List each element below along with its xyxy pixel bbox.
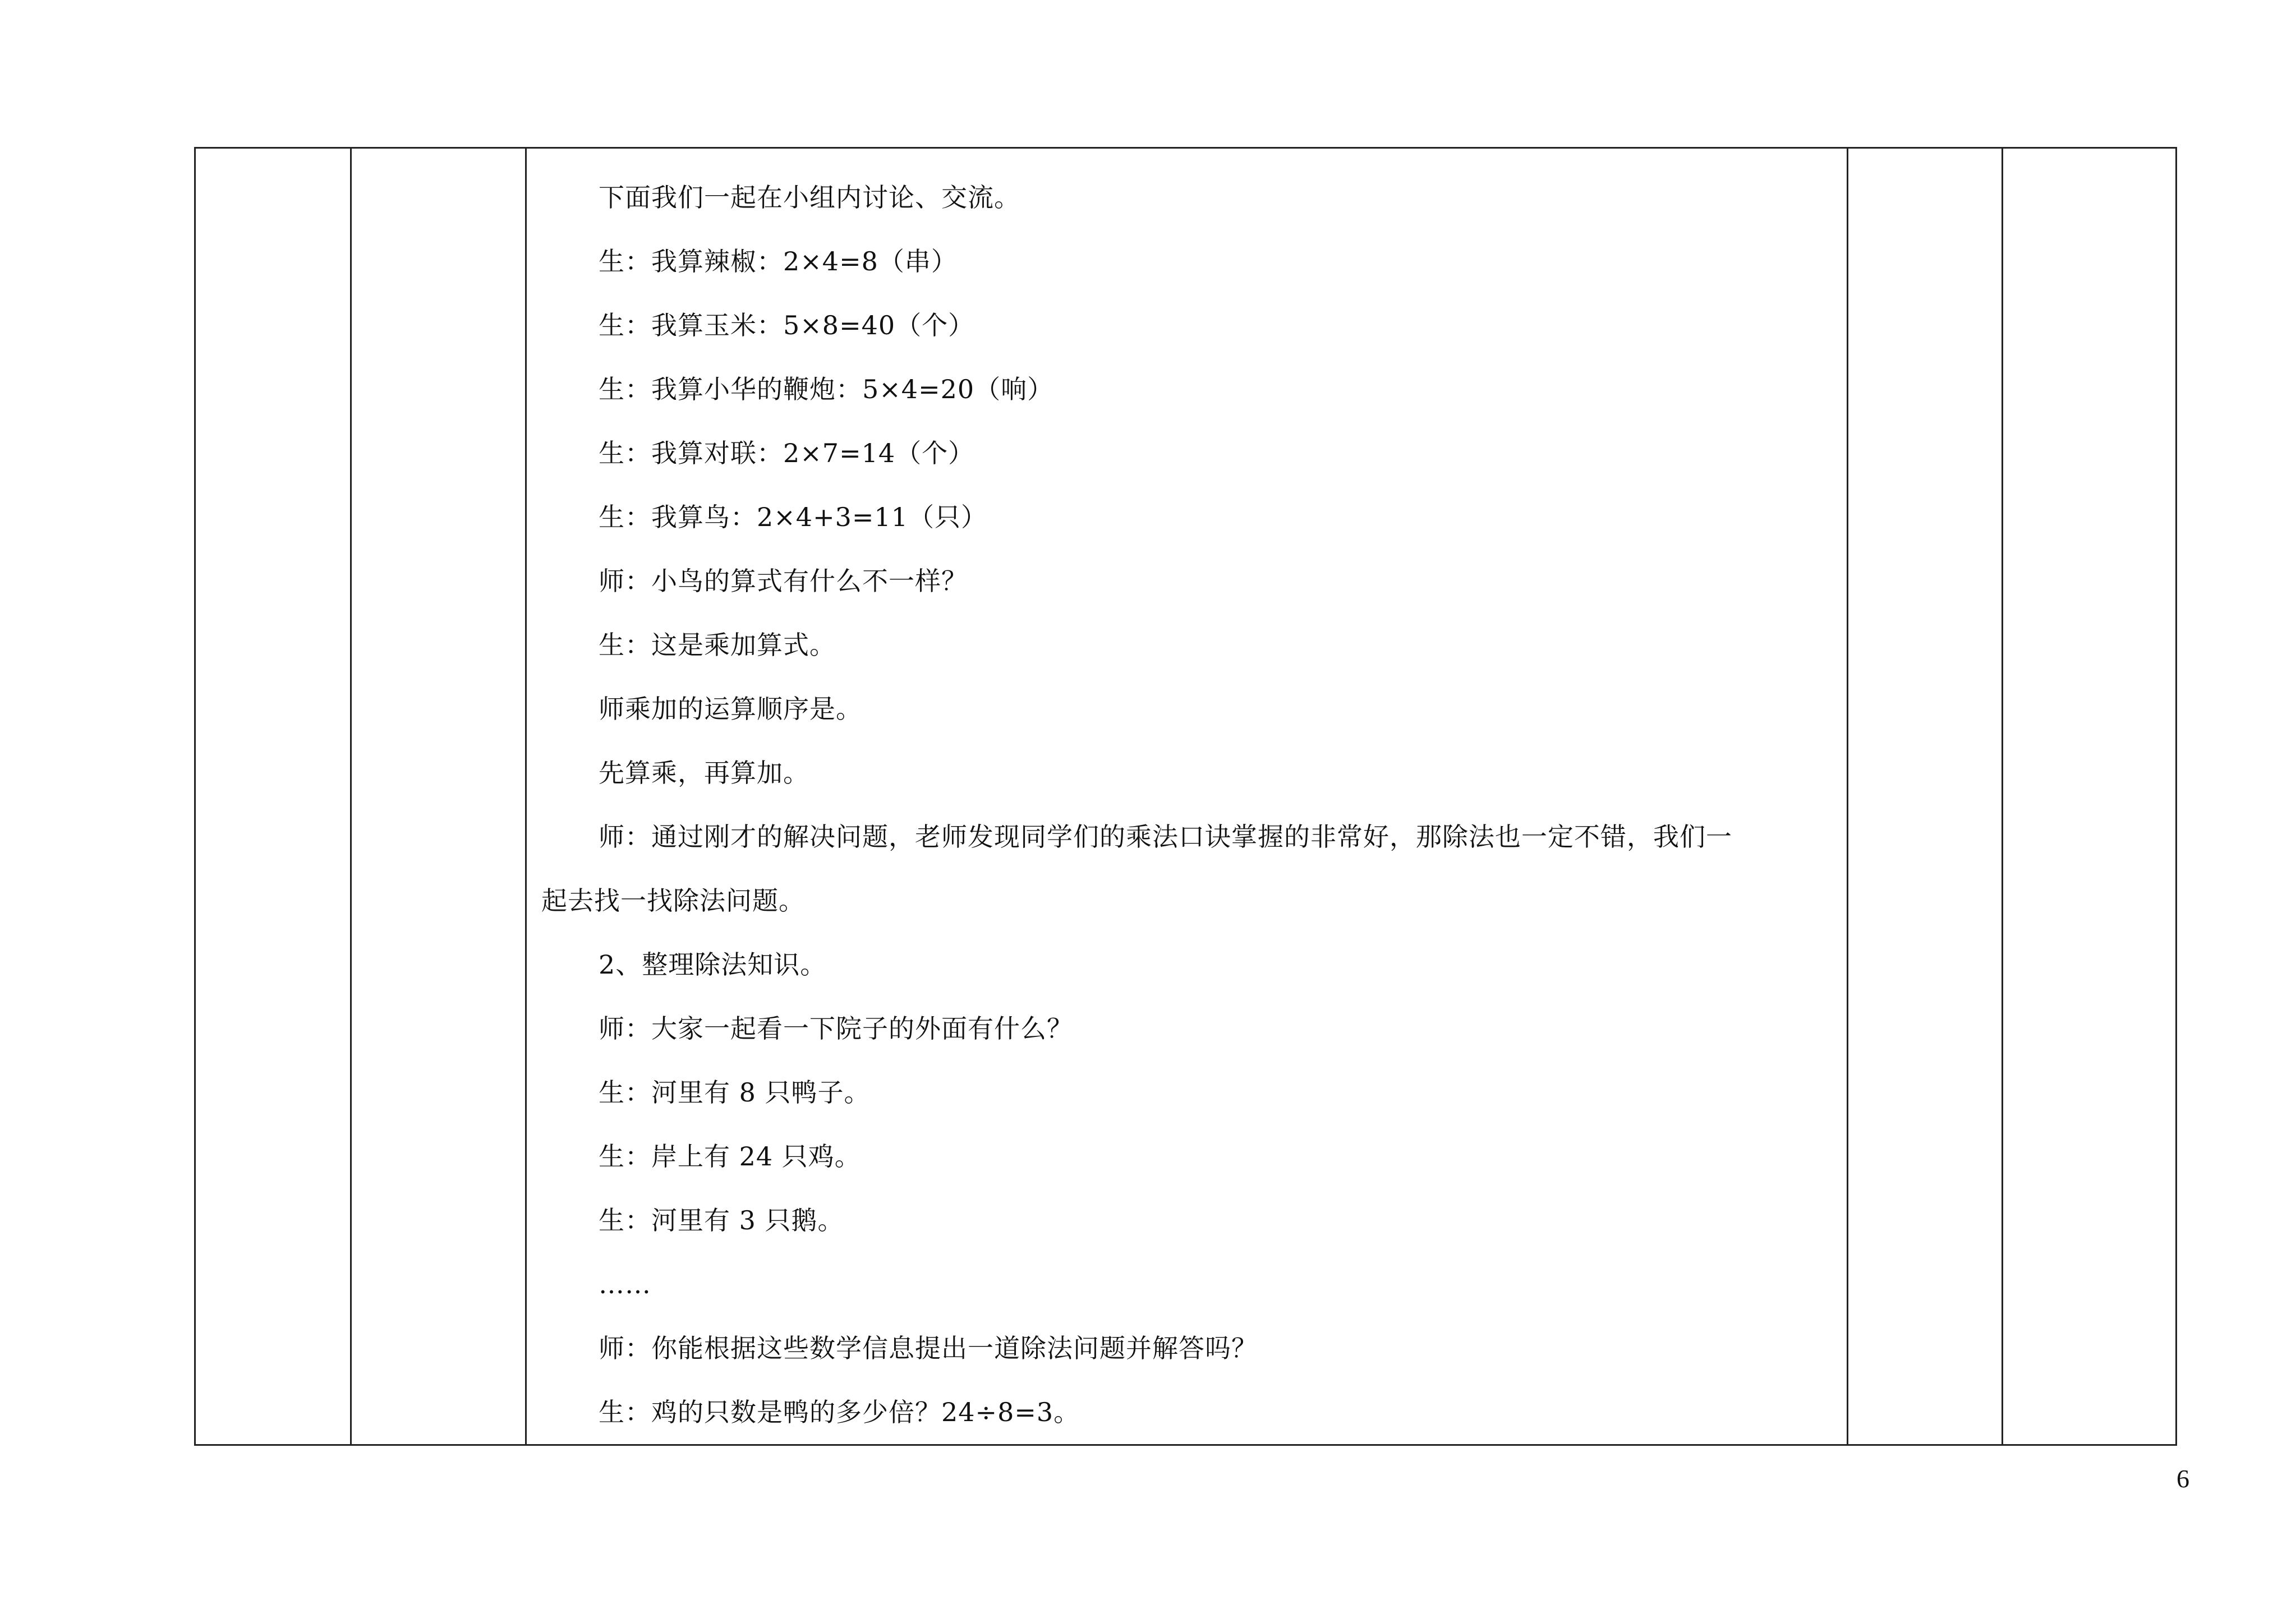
- text-line: 生：河里有 3 只鹅。: [599, 1205, 844, 1235]
- text-line: 下面我们一起在小组内讨论、交流。: [599, 182, 1020, 213]
- page-number: 6: [2177, 1464, 2189, 1493]
- text-line: 师乘加的运算顺序是。: [599, 694, 862, 724]
- table-cell-empty-5: [2003, 148, 2177, 1445]
- table-cell-content: [526, 148, 1848, 1445]
- text-line: ……: [599, 1269, 651, 1299]
- text-line: 先算乘，再算加。: [599, 758, 809, 788]
- table-cell-empty-4: [1848, 148, 2003, 1445]
- text-line: 师：大家一起看一下院子的外面有什么？: [599, 1013, 1073, 1044]
- text-line: 2、整理除法知识。: [599, 949, 827, 980]
- text-line: 生：岸上有 24 只鸡。: [599, 1141, 861, 1172]
- text-line: 生：这是乘加算式。: [599, 630, 836, 660]
- table-cell-empty-2: [351, 148, 526, 1445]
- text-line: 生：我算玉米：5×8=40（个）: [599, 310, 975, 340]
- text-line: 师：通过刚才的解决问题，老师发现同学们的乘法口诀掌握的非常好，那除法也一定不错，我们一: [599, 822, 1732, 852]
- text-line: 生：我算小华的鞭炮：5×4=20（响）: [599, 374, 1054, 404]
- text-line: 起去找一找除法问题。: [541, 886, 805, 916]
- text-line: 生：我算对联：2×7=14（个）: [599, 438, 975, 468]
- table-row: [195, 148, 2177, 1445]
- text-line: 生：我算辣椒：2×4=8（串）: [599, 246, 958, 276]
- lesson-text-block: [527, 149, 1847, 1444]
- text-line: 生：鸡的只数是鸭的多少倍？24÷8=3。: [599, 1397, 1080, 1427]
- text-line: 师：你能根据这些数学信息提出一道除法问题并解答吗？: [599, 1333, 1258, 1363]
- lesson-plan-table: [194, 147, 2177, 1446]
- text-line: 生：我算鸟：2×4+3=11（只）: [599, 502, 987, 532]
- text-line: 师：小鸟的算式有什么不一样？: [599, 566, 968, 596]
- table-cell-empty-1: [195, 148, 351, 1445]
- text-line: 生：河里有 8 只鸭子。: [599, 1077, 871, 1108]
